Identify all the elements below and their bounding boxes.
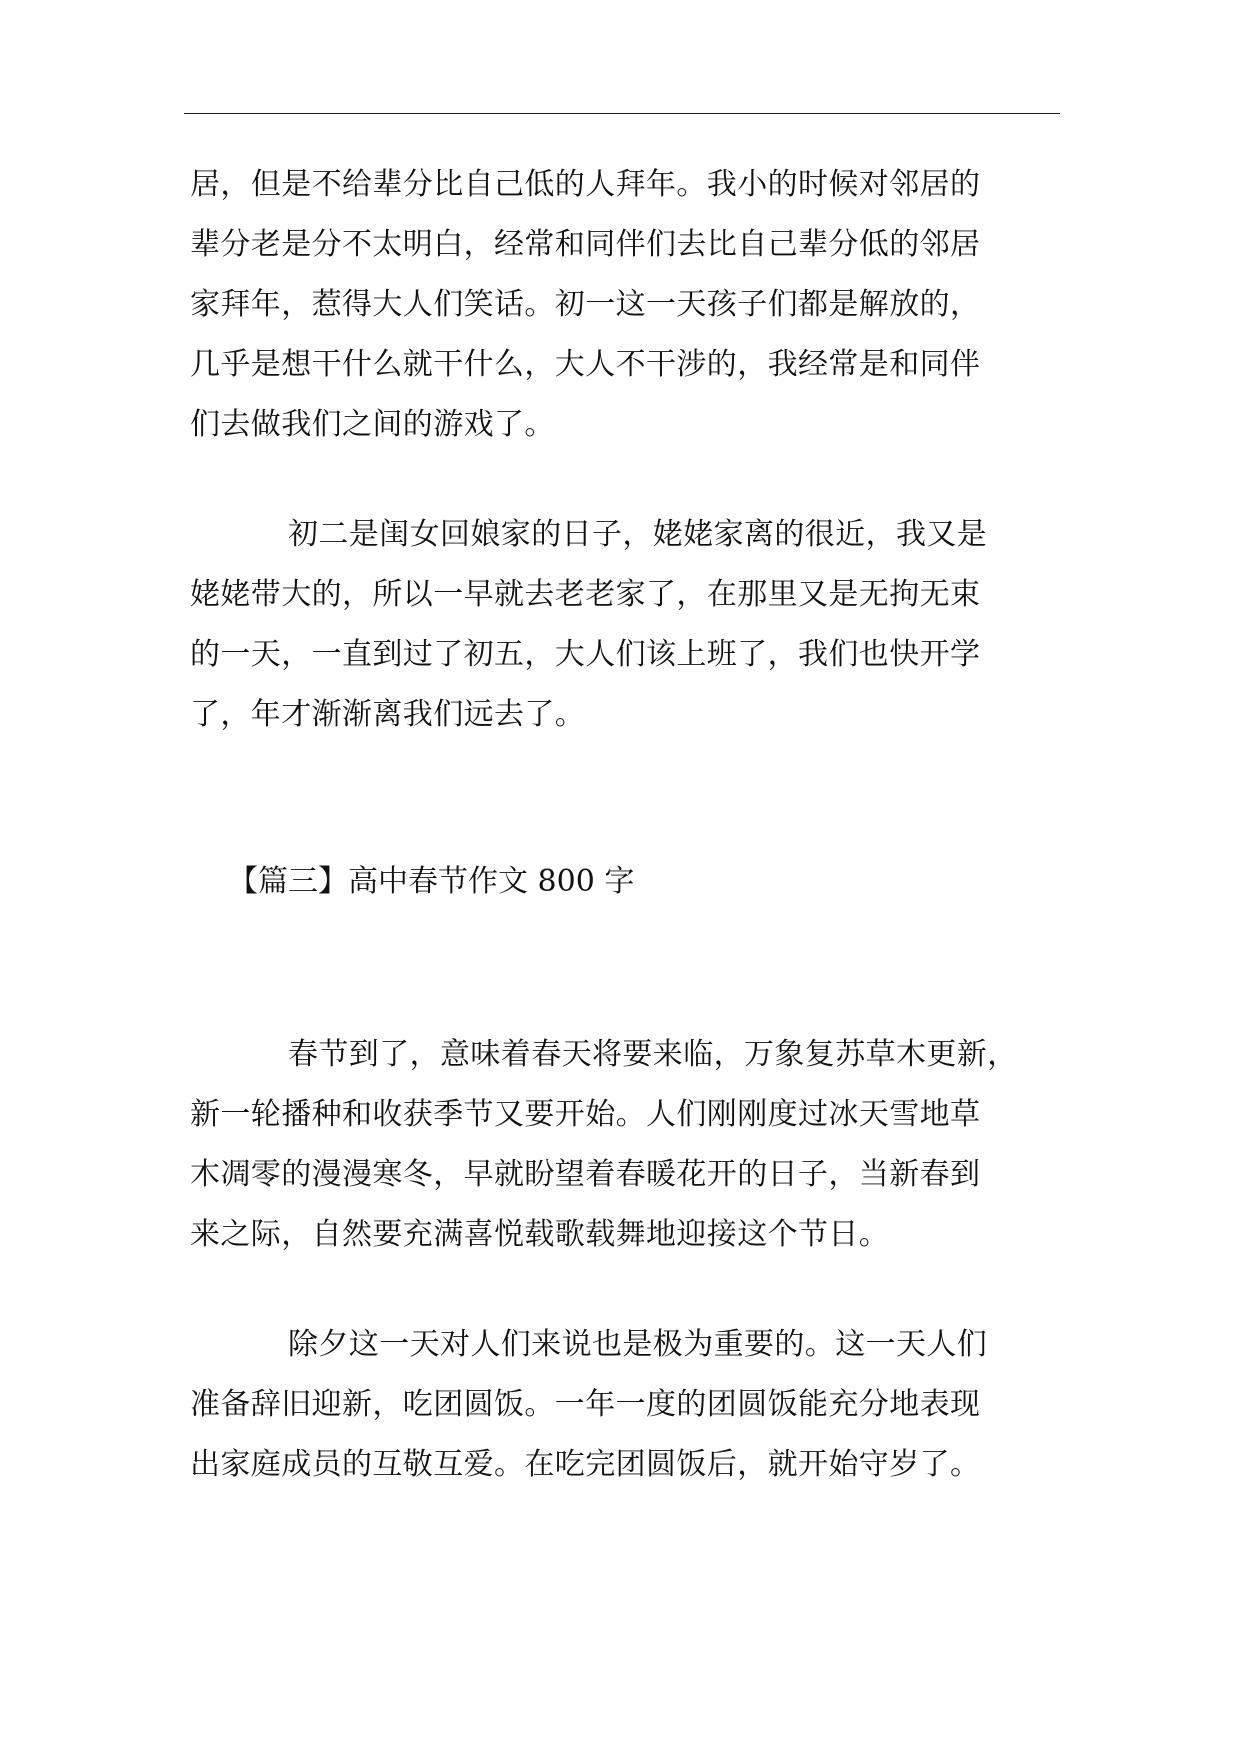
paragraph-line: 除夕这一天对人们来说也是极为重要的。这一天人们 [288, 1327, 988, 1362]
paragraph-line: 初二是闺女回娘家的日子，姥姥家离的很近，我又是 [288, 517, 988, 552]
section-heading: 【篇三】高中春节作文 800 字 [228, 864, 635, 899]
paragraph-line: 了，年才渐渐离我们远去了。 [190, 697, 586, 732]
paragraph-line: 辈分老是分不太明白，经常和同伴们去比自己辈分低的邻居 [190, 227, 981, 262]
paragraph-line: 出家庭成员的互敬互爱。在吃完团圆饭后，就开始守岁了。 [190, 1447, 981, 1482]
paragraph-line: 木凋零的漫漫寒冬，早就盼望着春暖花开的日子，当新春到 [190, 1157, 981, 1192]
paragraph-line: 的一天，一直到过了初五，大人们该上班了，我们也快开学 [190, 637, 981, 672]
paragraph-line: 春节到了，意味着春天将要来临，万象复苏草木更新， [288, 1037, 1018, 1072]
paragraph-line: 几乎是想干什么就干什么，大人不干涉的，我经常是和同伴 [190, 347, 981, 382]
paragraph-line: 新一轮播种和收获季节又要开始。人们刚刚度过冰天雪地草 [190, 1097, 981, 1132]
paragraph-line: 准备辞旧迎新，吃团圆饭。一年一度的团圆饭能充分地表现 [190, 1387, 981, 1422]
paragraph-line: 姥姥带大的，所以一早就去老老家了，在那里又是无拘无束 [190, 577, 981, 612]
paragraph-line: 们去做我们之间的游戏了。 [190, 407, 555, 442]
paragraph-line: 居，但是不给辈分比自己低的人拜年。我小的时候对邻居的 [190, 167, 981, 202]
header-rule [184, 113, 1060, 114]
paragraph-line: 来之际，自然要充满喜悦载歌载舞地迎接这个节日。 [190, 1217, 890, 1252]
paragraph-line: 家拜年，惹得大人们笑话。初一这一天孩子们都是解放的， [190, 287, 981, 322]
